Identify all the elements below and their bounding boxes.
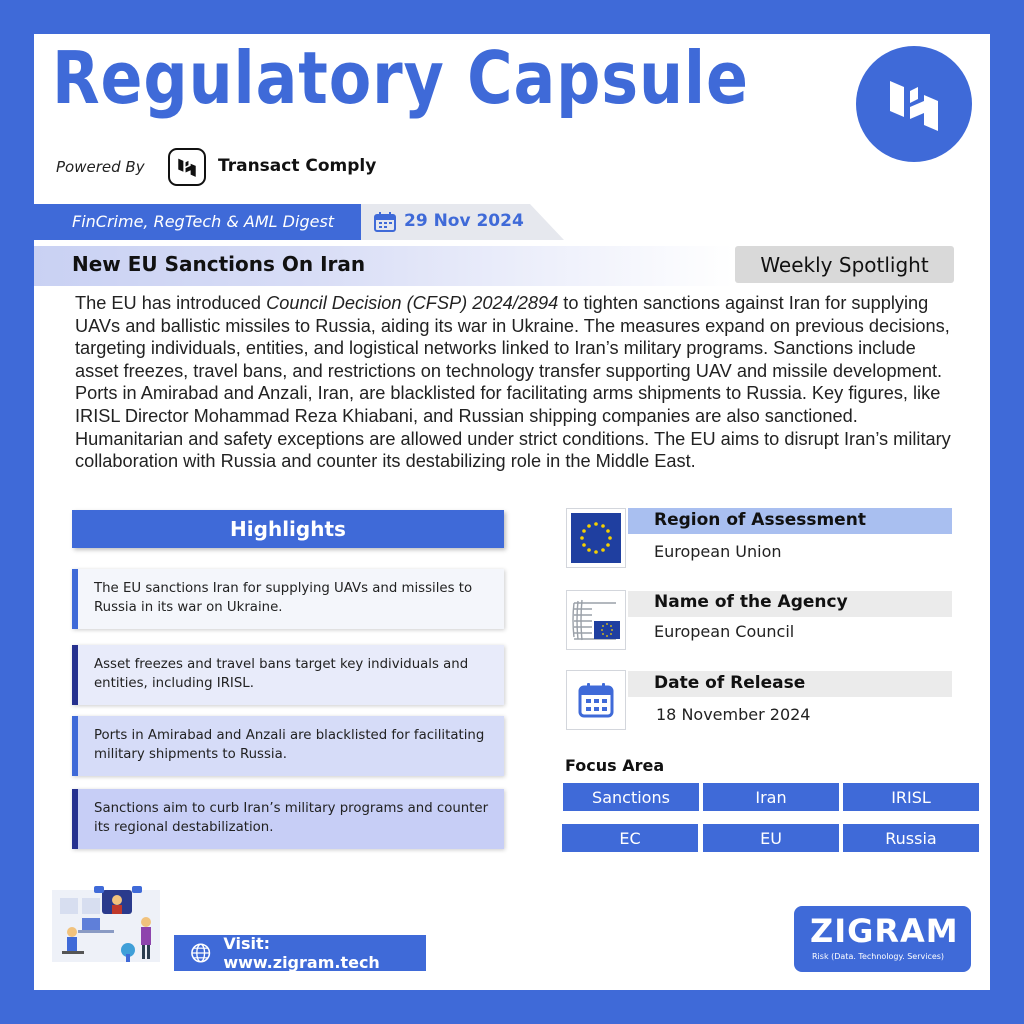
article-headline: New EU Sanctions On Iran	[72, 252, 366, 276]
globe-icon	[190, 942, 211, 964]
highlight-item: The EU sanctions Iran for supplying UAVs and missiles to Russia in its war on Ukraine.	[72, 569, 504, 629]
digest-date: 29 Nov 2024	[404, 211, 524, 231]
agency-label: Name of the Agency	[654, 592, 848, 612]
page-title: Regulatory Capsule	[52, 36, 749, 120]
highlight-item: Sanctions aim to curb Iran’s military programs and counter its regional destabilization.	[72, 789, 504, 849]
brand-name: Transact Comply	[218, 156, 377, 176]
focus-tag: Sanctions	[563, 783, 699, 811]
visit-website-link[interactable]	[174, 935, 426, 971]
agency-logo-box	[566, 590, 626, 650]
spotlight-badge: Weekly Spotlight	[735, 246, 954, 283]
zigram-tagline: Risk (Data. Technology. Services)	[812, 952, 945, 961]
region-label: Region of Assessment	[654, 510, 866, 530]
capsule-card	[34, 34, 990, 990]
zigram-logo	[794, 906, 971, 972]
article-body	[75, 292, 955, 473]
visit-website-label: Visit: www.zigram.tech	[223, 934, 380, 972]
eu-flag-icon	[571, 513, 621, 563]
highlight-item: Ports in Amirabad and Anzali are blacklisted for facilitating military shipments to Russia.	[72, 716, 504, 776]
team-illustration	[52, 884, 162, 964]
highlights-title: Highlights	[72, 510, 504, 548]
eu-flag-box	[566, 508, 626, 568]
focus-tag: Iran	[703, 783, 839, 811]
zigram-name: ZIGRAM	[810, 912, 959, 950]
transact-comply-logo-icon	[168, 148, 206, 186]
focus-area-title: Focus Area	[565, 756, 665, 775]
european-council-icon	[570, 595, 622, 645]
brand-logo-icon	[884, 71, 944, 137]
focus-tag: IRISL	[843, 783, 979, 811]
council-decision-reference: Council Decision (CFSP) 2024/2894	[266, 293, 559, 313]
focus-tag: EC	[562, 824, 698, 852]
calendar-icon	[374, 212, 396, 232]
powered-by-label: Powered By	[56, 158, 145, 176]
brand-logo	[856, 46, 972, 162]
focus-tag: Russia	[843, 824, 979, 852]
release-label: Date of Release	[654, 673, 806, 693]
calendar-icon	[578, 682, 614, 718]
article-body-rest: to tighten sanctions against Iran for supplying UAVs and ballistic missiles to Russia, aiding its war in Ukraine. The measures expand on previous decisions, targeting individuals, entities, and logistical networks linked to Iran’s military programs. Sanctions include asset freezes, travel bans, and restrictions on technology transfer supporting UAV and missile development. Ports in Amirabad and Anzali, Iran, are blacklisted for facilitating arms shipments to Russia. Key figures, like IRISL Director Mohammad Reza Khiabani, and Russian shipping companies are also sanctioned. Humanitarian and safety exceptions are allowed under strict conditions. The EU aims to disrupt Iran’s military collaboration with Russia and counter its destabilizing role in the Middle East.	[75, 293, 951, 472]
release-value: 18 November 2024	[656, 705, 811, 724]
digest-label: FinCrime, RegTech & AML Digest	[34, 204, 361, 240]
region-value: European Union	[654, 542, 782, 561]
focus-tag: EU	[703, 824, 839, 852]
highlight-item: Asset freezes and travel bans target key individuals and entities, including IRISL.	[72, 645, 504, 705]
release-date-box	[566, 670, 626, 730]
article-body-intro: The EU has introduced	[75, 293, 267, 313]
agency-value: European Council	[654, 622, 795, 641]
